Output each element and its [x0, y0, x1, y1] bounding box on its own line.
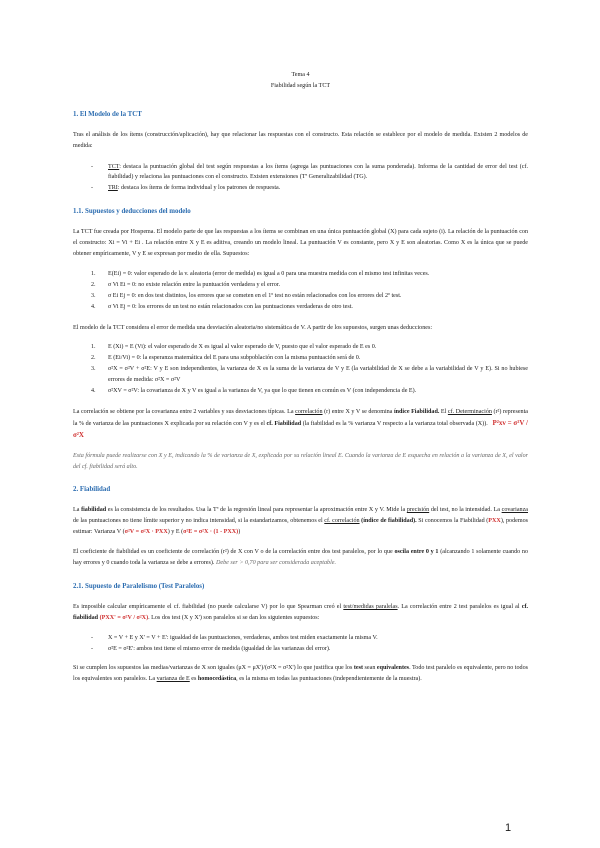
- section-1-1-paragraph-1: La TCT fue creada por Hospema. El modelo parte de que las respuestas a los ítems se combinan en una única puntuación global (X) para cada sujeto (i). La relación de la puntuación con el constructo: Xi = Vi + Ei . La relación entre X y E es aditiva, creando un modelo lineal. La puntuación V es constante, pero X y E son aleatorias. Como X es la única que se puede obtener empíricamente, V y E se expresan por medio de ella. Supuestos:: [73, 229, 528, 257]
- section-1-1-paragraph-3: La correlación se obtiene por la covarianza entre 2 variables y sus desviaciones típicas. La correlación (r) entre X y V se denomina índice Fiabilidad. El cf. Determinación (r²) representa la % de varianza de las puntuaciones X explicada por su relación con V y es el cf. Fiabilidad (la fiabilidad es la % varianza V respecto a la varianza total observada (X)). P²xv = σ²V / σ²X: [73, 408, 528, 439]
- deducciones-list: [73, 342, 528, 397]
- model-bullet-tct: - TCT: destaca la puntuación global del test según respuestas a los ítems (agrega las puntuaciones con la suma ponderada). Informa de la cantidad de error del test (cf. fiabilidad) y relaciona las puntuaciones con el constructo. Existen extensiones (Tª Generalizabilidad (TG).: [91, 163, 528, 181]
- model-bullet-tri: - TRI: destaca los ítems de forma individual y los patrones de respuesta.: [91, 185, 281, 192]
- section-1-1-paragraph-2: El modelo de la TCT considera el error de medida una desviación aleatoria/no sistemática de V. A partir de los supuestos, surgen unas deducciones:: [73, 324, 433, 331]
- section-2-heading: 2. Fiabilidad: [73, 486, 111, 494]
- supuesto-item: 3. σ Ei Ej = 0: en dos test distintos, los errores que se cometen en el 1º test no están relacionados con los errores del 2º test.: [91, 292, 402, 299]
- header-subtitle: Fiabilidad según la TCT: [270, 82, 331, 89]
- section-2-paragraph-2: El coeficiente de fiabilidad es un coeficiente de correlación (r²) de X con V o de la correlación entre dos test paralelos, por lo que oscila entre 0 y 1 (alcanzando 1 solamente cuando no hay errores y 0 cuando toda la varianza se debe a errores). Debe ser > 0,70 para ser considerada aceptable.: [73, 549, 529, 566]
- header-topic: Tema 4: [291, 72, 310, 78]
- section-1-intro: Tras el análisis de los ítems (construcción/aplicación), hay que relacionar las respuestas con el constructo. Esta relación se establece por el modelo de medida. Existen 2 modelos de medida:: [73, 131, 528, 149]
- section-2-paragraph-1: La fiabilidad es la consistencia de los resultados. Usa la Tª de la regresión lineal para representar la aproximación entre X y V. Mide la precisión del test, no la intensidad. La covarianza de las puntuaciones no tiene límite superior y no indica intensidad, si la estandarizamos, obtenemos el cf. correlación (índice de fiabilidad). Si conocemos la Fiabilidad (PXX), podemos estimar: Varianza V (σ²V = σ²X · PXX) y E (σ²E = σ²X · (1 - PXX)): [73, 507, 528, 536]
- section-2-1-heading: 2.1. Supuesto de Paralelismo (Test Paralelos): [73, 582, 205, 590]
- supuesto-item: 2. σ Vi Ei = 0: no existe relación entre la puntuación verdadera y el error.: [91, 281, 281, 288]
- deduccion-item: 1. E (Xi) = E (Vi): el valor esperado de X es igual al valor esperado de V, puesto que el valor esperado de E es 0.: [91, 344, 377, 351]
- section-1-heading: 1. El Modelo de la TCT: [73, 110, 142, 118]
- page-number: 1: [505, 822, 512, 834]
- document-page: [73, 70, 528, 685]
- reliability-formula: P²xv = σ²V / σ²X: [73, 418, 528, 439]
- deduccion-item: 2. E (Ei/Vi) = 0: la esperanza matemática del E para una subpoblación con la misma puntuación será de 0.: [91, 355, 361, 362]
- paralelismo-item: - σ²E = σ²E': ambos test tiene el mismo error de medida (igualdad de las varianzas del error).: [91, 645, 331, 652]
- supuesto-item: 4. σ Vi Ej = 0: los errores de un test no están relacionados con las puntuaciones verdaderas de otro test.: [91, 303, 353, 310]
- section-1-1-italic-note: Esta fórmula puede realizarse con X y E, indicando la % de varianza de X, explicada por su relación lineal E. Cuando la varianza de E esquecha en relación a la varianza de X, el valor del cf. fiabilidad será alto.: [73, 452, 528, 470]
- deduccion-item: 3. σ²X = σ²V + σ²E: V y E son independientes, la varianza de X es la suma de la varianza de V y E (la variabilidad de X se debe a la variabilidad de V y E). Si no hubiese errores de medida: σ²X = σ²V: [91, 366, 528, 384]
- deduccion-item: 4. σ²XV = σ²V: la covarianza de X y V es igual a la varianza de V, ya que lo que tienen en común es V (con independencia de E).: [91, 388, 417, 395]
- section-2-1-paragraph-2: Si se cumplen los supuestos las medias/varianzas de X son iguales (μX = μX')/(σ²X = σ²X') lo que justifica que los test sean equivalentes. Todo test paralelo es equivalente, pero no todos los equivalentes son paralelos. La varianza de E es homocedástica, es la misma en todas las puntuaciones (independientemente de la muestra).: [73, 665, 528, 683]
- supuestos-list: [73, 269, 528, 313]
- section-1-1-heading: 1.1. Supuestos y deducciones del modelo: [73, 208, 191, 216]
- document-header: [73, 70, 528, 92]
- section-2-1-paragraph-1: Es imposible calcular empíricamente el cf. fiabilidad (no puede calcularse V) por lo que Spearman creó el test/medidas paralelas. La correlación entre 2 test paralelos es igual al cf. fiabilidad (PXX' = σ²V / σ²X). Los dos test (X y X') son paralelos si se dan los siguientes supuestos:: [73, 603, 528, 621]
- paralelismo-item: - X = V + E y X' = V + E': igualdad de las puntuaciones, verdaderas, ambos test miden exactamente la misma V.: [91, 634, 378, 641]
- supuesto-item: 1. E(Ei) = 0: valor esperado de la v. aleatoria (error de medida) es igual a 0 para una muestra medida con el mismo test infinitas veces.: [91, 270, 430, 277]
- paralelismo-list: [73, 633, 528, 655]
